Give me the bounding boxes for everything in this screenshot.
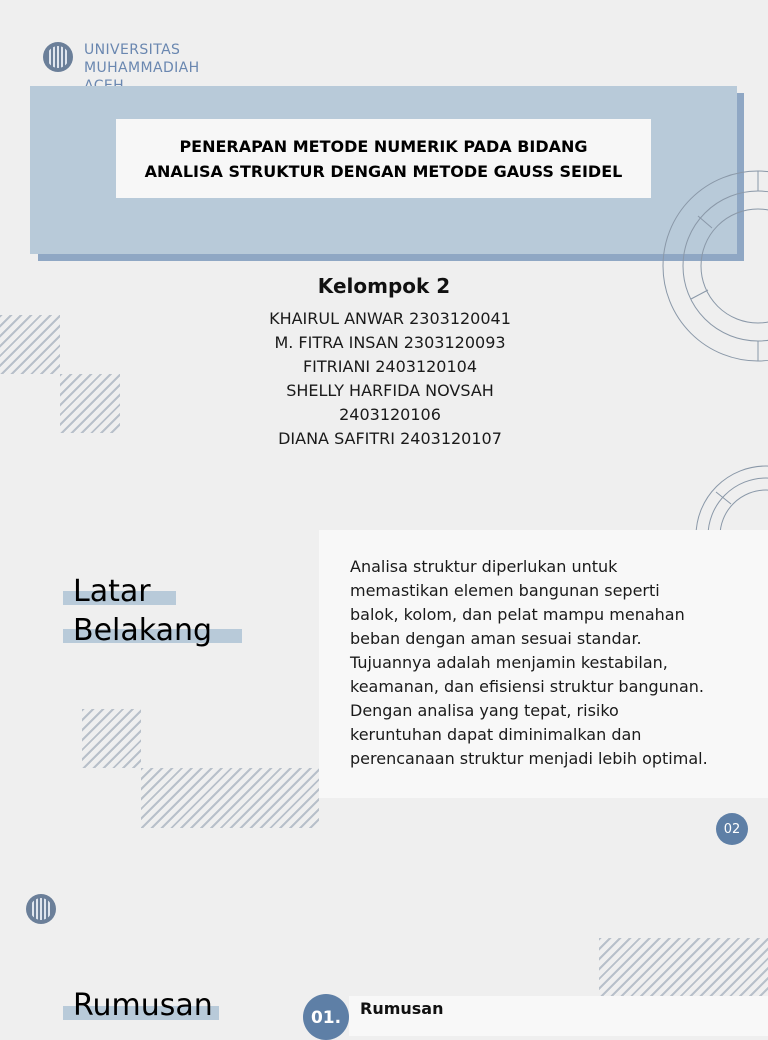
item-number-badge bbox=[303, 994, 349, 1040]
member-line: FITRIANI 2403120104 bbox=[302, 357, 478, 376]
hatch-decoration bbox=[0, 315, 60, 374]
hatch-decoration bbox=[141, 768, 319, 828]
section-heading bbox=[73, 572, 212, 650]
heading-line: Belakang bbox=[73, 613, 213, 648]
heading-line: Latar bbox=[73, 574, 151, 609]
hatch-decoration bbox=[599, 938, 768, 998]
concentric-circles-decoration bbox=[660, 168, 768, 364]
presentation-title: PENERAPAN METODE NUMERIK PADA BIDANG ANALISA STRUKTUR DENGAN METODE GAUSS SEIDEL bbox=[144, 136, 623, 181]
hatch-decoration bbox=[82, 709, 141, 768]
hatch-decoration bbox=[60, 374, 120, 433]
title-box bbox=[116, 119, 651, 198]
member-line: 2403120106 bbox=[339, 405, 441, 424]
member-line: SHELLY HARFIDA NOVSAH bbox=[286, 381, 494, 400]
item-label: Rumusan bbox=[360, 999, 444, 1018]
item-number: 01. bbox=[310, 1008, 342, 1028]
university-name: UNIVERSITAS MUHAMMADIAH bbox=[84, 42, 200, 76]
member-list bbox=[200, 307, 580, 448]
university-logo bbox=[26, 894, 56, 924]
member-line: DIANA SAFITRI 2403120107 bbox=[278, 429, 502, 448]
background-paragraph: Analisa struktur diperlukan untuk memastikan elemen bangunan seperti balok, kolom, dan pelat mampu menahan beban dengan aman sesuai standar. Tujuannya adalah menjamin kestabilan, keamanan, dan efisiensi struktur bangunan. Dengan analisa yang tepat, risiko keruntuhan dapat diminimalkan dan perencanaan struktur menjadi lebih optimal. bbox=[350, 557, 708, 768]
member-line: KHAIRUL ANWAR 2303120041 bbox=[269, 309, 511, 328]
university-logo bbox=[43, 42, 73, 72]
page-number: 02 bbox=[716, 813, 748, 845]
group-title: Kelompok 2 bbox=[317, 274, 451, 298]
section-heading: Rumusan bbox=[73, 988, 213, 1023]
member-line: M. FITRA INSAN 2303120093 bbox=[274, 333, 506, 352]
